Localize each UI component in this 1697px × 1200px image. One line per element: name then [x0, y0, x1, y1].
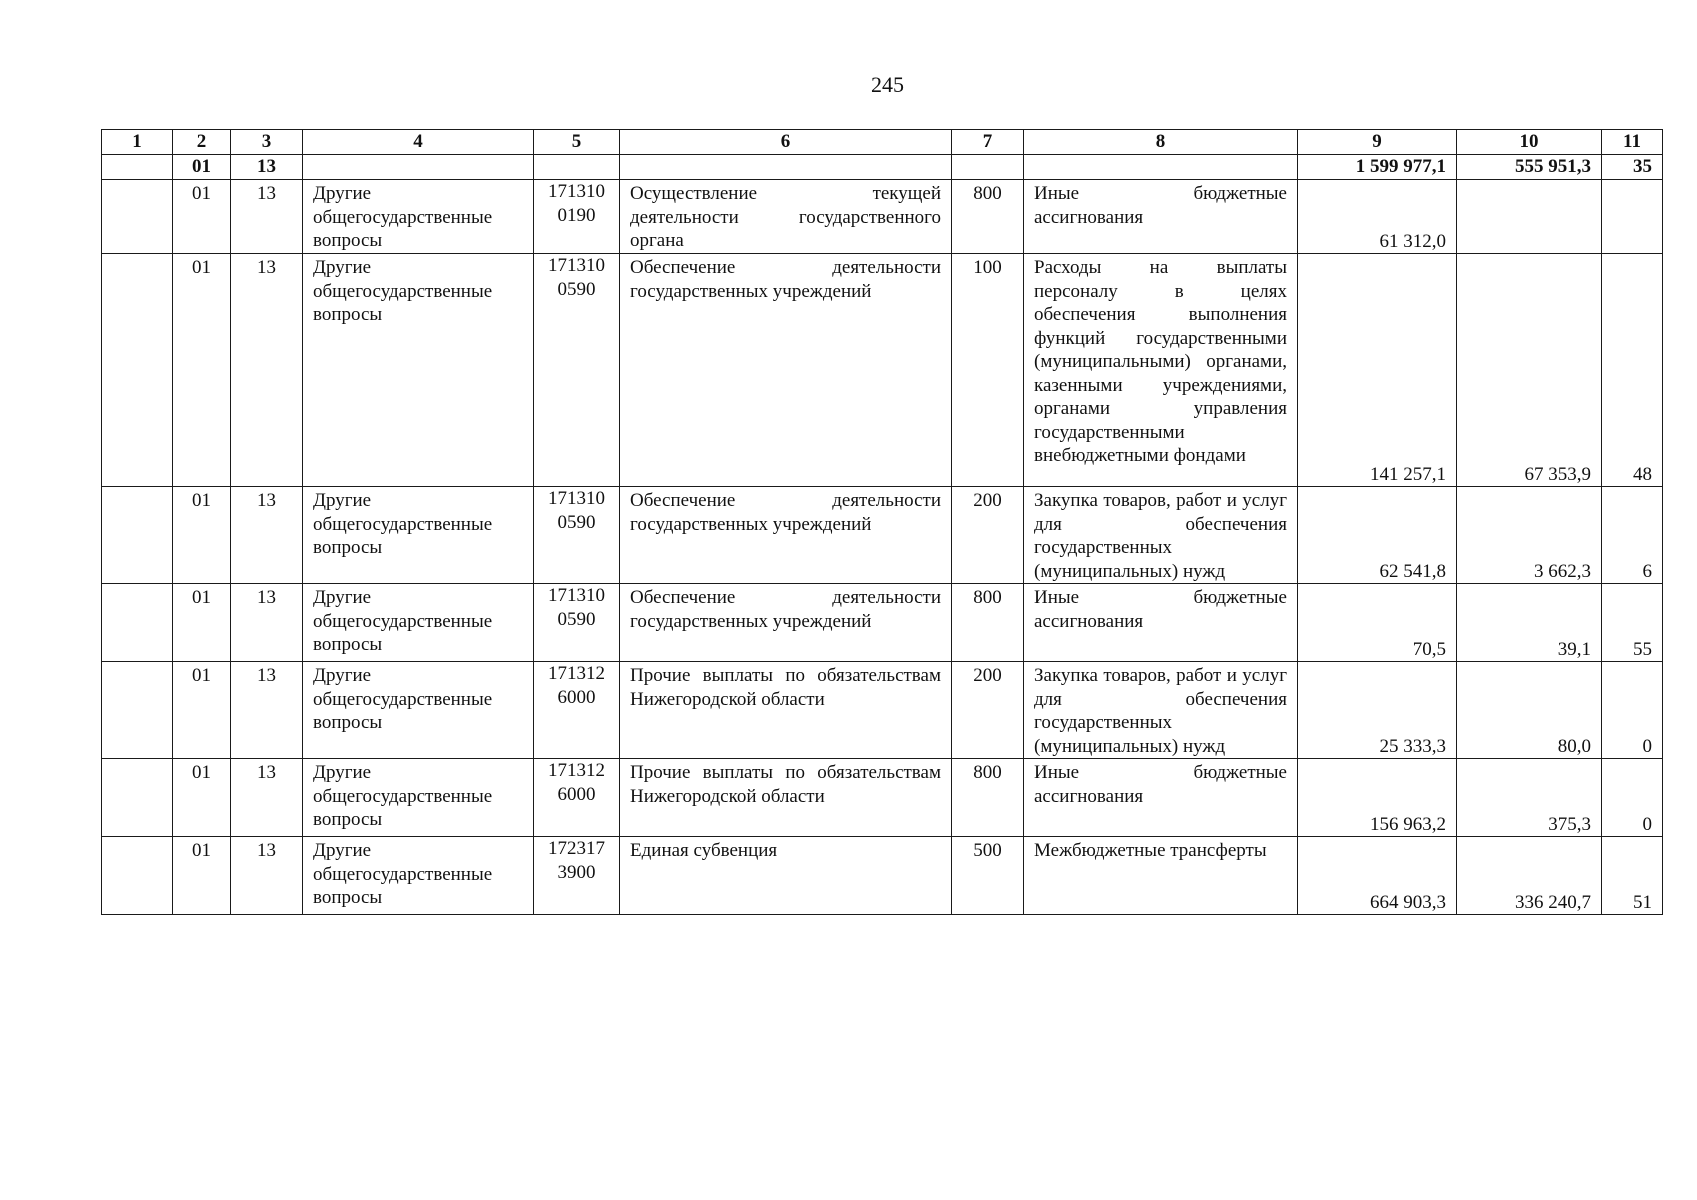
expense-type-name: Межбюджетные трансферты: [1024, 837, 1298, 915]
column-header: 5: [534, 130, 620, 155]
target-article-code: 171310 0590: [534, 487, 620, 584]
subsection-code: 13: [231, 837, 303, 915]
section-name: Другие общегосударственные вопросы: [303, 180, 534, 254]
execution-percent: 6: [1602, 487, 1663, 584]
target-article-name: Единая субвенция: [620, 837, 952, 915]
target-article-code: 171310 0590: [534, 584, 620, 662]
section-name: Другие общегосударственные вопросы: [303, 759, 534, 837]
column-header: 2: [173, 130, 231, 155]
planned-amount: 61 312,0: [1298, 180, 1457, 254]
expense-type-code: 800: [952, 584, 1024, 662]
planned-amount: 664 903,3: [1298, 837, 1457, 915]
expense-type-code: 100: [952, 254, 1024, 487]
cell-col-7: [952, 155, 1024, 180]
budget-table: [101, 129, 1663, 915]
column-header: 4: [303, 130, 534, 155]
column-header: 9: [1298, 130, 1457, 155]
target-article-code: 172317 3900: [534, 837, 620, 915]
cell-col-8: [1024, 155, 1298, 180]
cell-col-1: [102, 584, 173, 662]
subsection-code: 13: [231, 155, 303, 180]
planned-amount: 141 257,1: [1298, 254, 1457, 487]
column-header: 10: [1457, 130, 1602, 155]
column-header: 3: [231, 130, 303, 155]
planned-amount: 70,5: [1298, 584, 1457, 662]
expense-type-name: Иные бюджетные ассигнования: [1024, 584, 1298, 662]
expense-type-name: Расходы на выплаты персоналу в целях обеспечения выполнения функций государственными (муниципальными) органами, казенными учреждениями, органами управления государственными внебюджетными фондами: [1024, 254, 1298, 487]
expense-type-name: Закупка товаров, работ и услуг для обеспечения государственных (муниципальных) нужд: [1024, 487, 1298, 584]
column-header: 1: [102, 130, 173, 155]
total-planned: 1 599 977,1: [1298, 155, 1457, 180]
target-article-name: Обеспечение деятельности государственных учреждений: [620, 584, 952, 662]
target-article-name: Обеспечение деятельности государственных учреждений: [620, 254, 952, 487]
section-name: Другие общегосударственные вопросы: [303, 584, 534, 662]
cell-col-1: [102, 759, 173, 837]
cell-col-1: [102, 180, 173, 254]
cell-col-1: [102, 662, 173, 759]
subsection-code: 13: [231, 662, 303, 759]
expense-type-name: Иные бюджетные ассигнования: [1024, 759, 1298, 837]
subsection-code: 13: [231, 254, 303, 487]
executed-amount: 80,0: [1457, 662, 1602, 759]
table-row: [102, 584, 1663, 662]
section-code: 01: [173, 180, 231, 254]
expense-type-code: 200: [952, 662, 1024, 759]
section-name: Другие общегосударственные вопросы: [303, 837, 534, 915]
target-article-name: Прочие выплаты по обязательствам Нижегородской области: [620, 662, 952, 759]
table-row: [102, 662, 1663, 759]
section-code: 01: [173, 759, 231, 837]
executed-amount: 336 240,7: [1457, 837, 1602, 915]
execution-percent: [1602, 180, 1663, 254]
executed-amount: 3 662,3: [1457, 487, 1602, 584]
subsection-code: 13: [231, 180, 303, 254]
expense-type-code: 500: [952, 837, 1024, 915]
expense-type-code: 800: [952, 180, 1024, 254]
execution-percent: 0: [1602, 759, 1663, 837]
executed-amount: 39,1: [1457, 584, 1602, 662]
table-row: [102, 254, 1663, 487]
cell-col-1: [102, 837, 173, 915]
section-code: 01: [173, 155, 231, 180]
execution-percent: 48: [1602, 254, 1663, 487]
column-header: 7: [952, 130, 1024, 155]
expense-type-name: Иные бюджетные ассигнования: [1024, 180, 1298, 254]
subtotal-row: [102, 155, 1663, 180]
section-code: 01: [173, 487, 231, 584]
planned-amount: 62 541,8: [1298, 487, 1457, 584]
section-code: 01: [173, 662, 231, 759]
expense-type-code: 200: [952, 487, 1024, 584]
executed-amount: 375,3: [1457, 759, 1602, 837]
table-row: [102, 759, 1663, 837]
column-number-header-row: [102, 130, 1663, 155]
subsection-code: 13: [231, 584, 303, 662]
total-executed: 555 951,3: [1457, 155, 1602, 180]
section-name: Другие общегосударственные вопросы: [303, 662, 534, 759]
column-header: 6: [620, 130, 952, 155]
executed-amount: [1457, 180, 1602, 254]
section-code: 01: [173, 584, 231, 662]
target-article-name: Прочие выплаты по обязательствам Нижегородской области: [620, 759, 952, 837]
column-header: 11: [1602, 130, 1663, 155]
cell-col-4: [303, 155, 534, 180]
executed-amount: 67 353,9: [1457, 254, 1602, 487]
page-number: 245: [871, 72, 904, 97]
target-article-code: 171310 0590: [534, 254, 620, 487]
cell-col-1: [102, 487, 173, 584]
cell-col-1: [102, 155, 173, 180]
subsection-code: 13: [231, 487, 303, 584]
table-row: [102, 487, 1663, 584]
target-article-code: 171312 6000: [534, 759, 620, 837]
table-row: [102, 837, 1663, 915]
cell-col-1: [102, 254, 173, 487]
target-article-code: 171312 6000: [534, 662, 620, 759]
cell-col-5: [534, 155, 620, 180]
expense-type-name: Закупка товаров, работ и услуг для обеспечения государственных (муниципальных) нужд: [1024, 662, 1298, 759]
target-article-name: Обеспечение деятельности государственных учреждений: [620, 487, 952, 584]
execution-percent: 51: [1602, 837, 1663, 915]
cell-col-6: [620, 155, 952, 180]
planned-amount: 25 333,3: [1298, 662, 1457, 759]
target-article-code: 171310 0190: [534, 180, 620, 254]
section-code: 01: [173, 837, 231, 915]
total-percent: 35: [1602, 155, 1663, 180]
section-code: 01: [173, 254, 231, 487]
expense-type-code: 800: [952, 759, 1024, 837]
section-name: Другие общегосударственные вопросы: [303, 254, 534, 487]
target-article-name: Осуществление текущей деятельности государственного органа: [620, 180, 952, 254]
table-row: [102, 180, 1663, 254]
execution-percent: 55: [1602, 584, 1663, 662]
planned-amount: 156 963,2: [1298, 759, 1457, 837]
section-name: Другие общегосударственные вопросы: [303, 487, 534, 584]
column-header: 8: [1024, 130, 1298, 155]
subsection-code: 13: [231, 759, 303, 837]
execution-percent: 0: [1602, 662, 1663, 759]
